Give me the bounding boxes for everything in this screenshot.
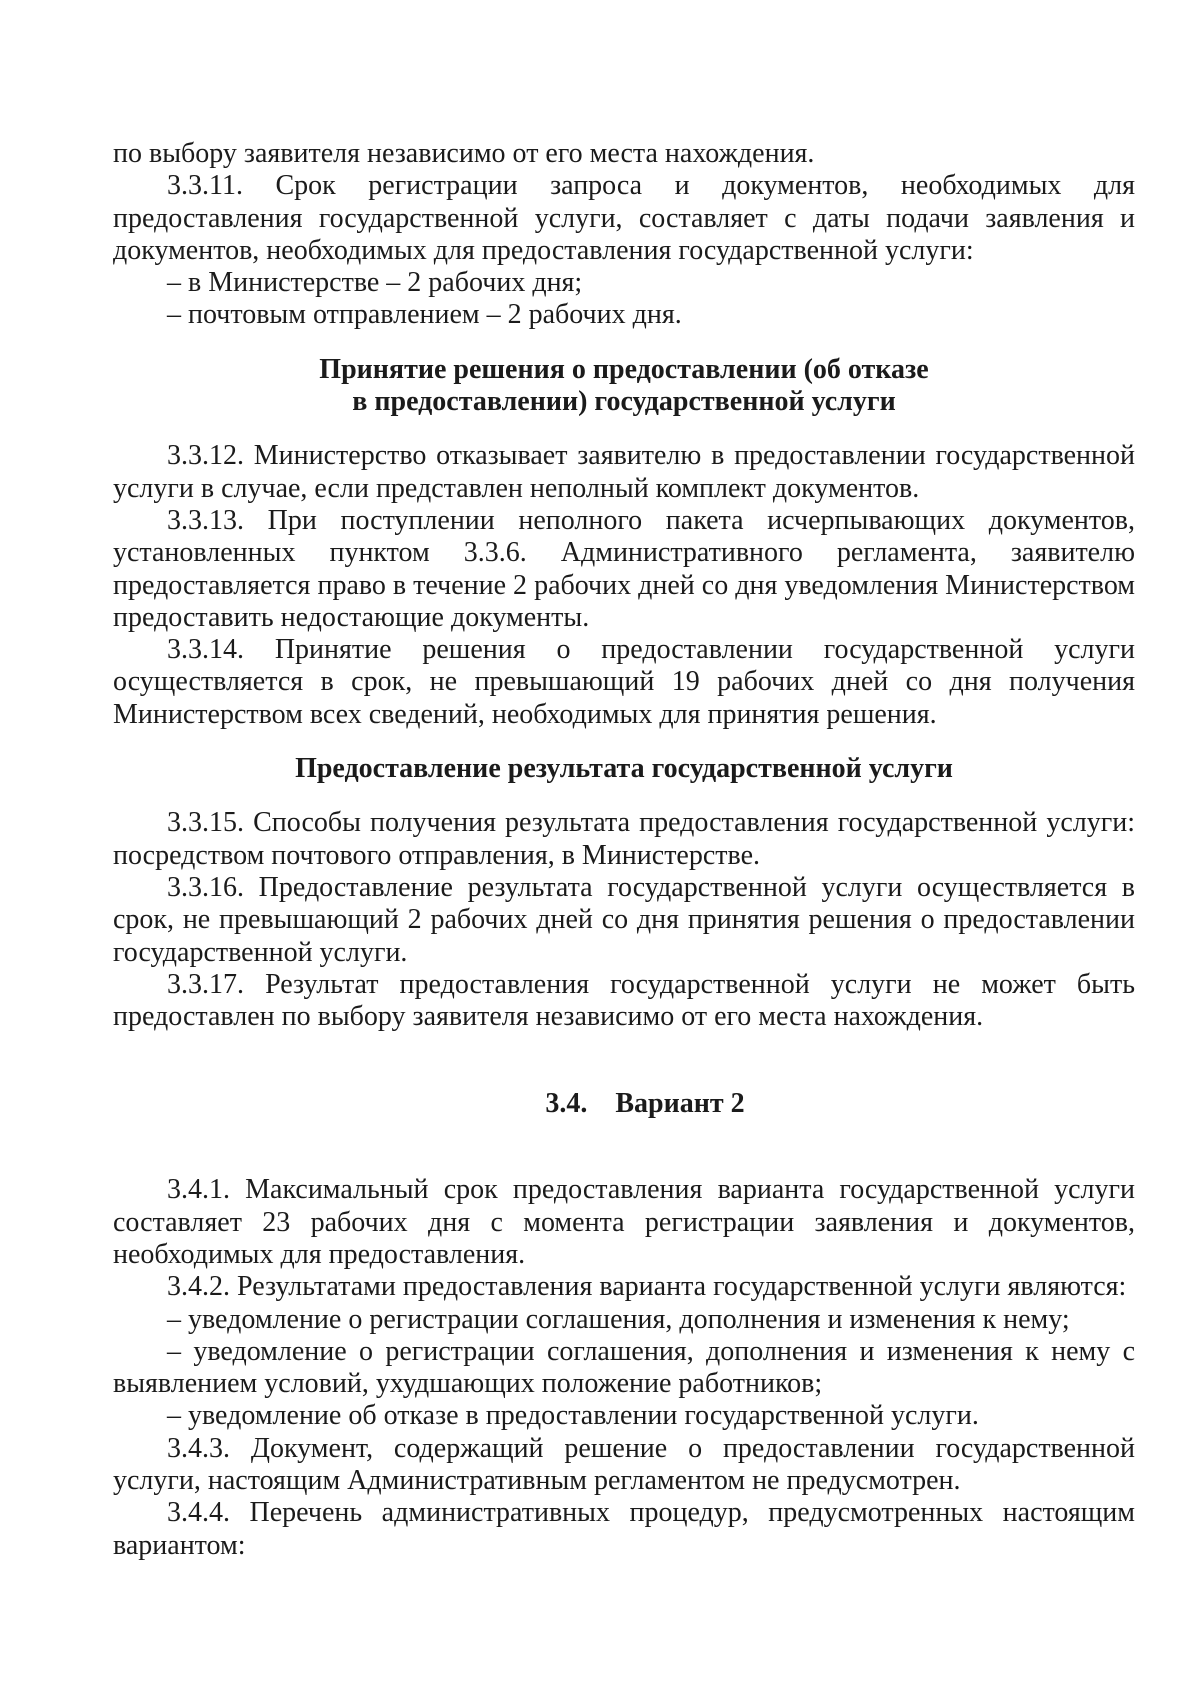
heading-line: Предоставление результата государственной услуги <box>295 753 953 785</box>
paragraph-3-4-1: 3.4.1. Максимальный срок предоставления варианта государственной услуги составляет 23 рабочих дня с момента регистрации заявления и документов, необходимых для предоставления. <box>113 1174 1135 1270</box>
paragraph-3-3-17: 3.3.17. Результат предоставления государственной услуги не может быть предоставлен по выбору заявителя независимо от его места нахождения. <box>113 968 1135 1033</box>
spacer <box>113 332 1135 354</box>
spacer <box>113 418 1135 440</box>
list-item: – уведомление об отказе в предоставлении государственной услуги. <box>167 1400 979 1432</box>
list-item: – уведомление о регистрации соглашения, дополнения и изменения к нему с выявлением условий, ухудшающих положение работников; <box>113 1335 1135 1400</box>
paragraph-3-4-3: 3.4.3. Документ, содержащий решение о предоставлении государственной услуги, настоящим Административным регламентом не предусмотрен. <box>113 1432 1135 1496</box>
paragraph-3-3-16: 3.3.16. Предоставление результата государственной услуги осуществляется в срок, не превышающий 2 рабочих дней со дня принятия решения о предоставлении государственной услуги. <box>113 871 1135 968</box>
section-heading <box>113 354 1135 419</box>
heading-line: 3.4. Вариант 2 <box>545 1087 745 1119</box>
paragraph-3-3-14: 3.3.14. Принятие решения о предоставлении государственной услуги осуществляется в срок, не превышающий 19 рабочих дней со дня получения Министерством всех сведений, необходимых для принятия решения. <box>113 634 1135 730</box>
spacer <box>113 785 1135 807</box>
paragraph-3-3-12: 3.3.12. Министерство отказывает заявителю в предоставлении государственной услуги в случае, если представлен неполный комплект документов. <box>113 440 1135 504</box>
paragraph-3-4-4: 3.4.4. Перечень административных процедур, предусмотренных настоящим вариантом: <box>113 1497 1135 1561</box>
paragraph-3-3-11: 3.3.11. Срок регистрации запроса и документов, необходимых для предоставления государственной услуги, составляет с даты подачи заявления и документов, необходимых для предоставления государственной услуги: <box>113 170 1135 266</box>
list-item: – в Министерстве – 2 рабочих дня; <box>167 267 583 299</box>
list-item: – уведомление о регистрации соглашения, дополнения и изменения к нему; <box>167 1303 1070 1335</box>
spacer <box>113 1033 1135 1055</box>
paragraph-3-3-13: 3.3.13. При поступлении неполного пакета исчерпывающих документов, установленных пунктом 3.3.6. Административного регламента, заявителю предоставляется право в течение 2 рабочих дней со дня уведомления Министерством предоставить недостающие документы. <box>113 504 1135 633</box>
heading-line: Принятие решения о предоставлении (об отказе <box>319 353 929 385</box>
document-body <box>113 138 1135 1562</box>
paragraph-3-3-15: 3.3.15. Способы получения результата предоставления государственной услуги: посредством почтового отправления, в Министерстве. <box>113 807 1135 871</box>
spacer <box>113 1152 1135 1174</box>
section-heading <box>113 753 1135 785</box>
paragraph: по выбору заявителя независимо от его места нахождения. <box>113 138 815 169</box>
paragraph-3-4-2: 3.4.2. Результатами предоставления варианта государственной услуги являются: <box>167 1271 1127 1303</box>
spacer <box>113 731 1135 753</box>
list-item: – почтовым отправлением – 2 рабочих дня. <box>167 299 682 331</box>
heading-line: в предоставлении) государственной услуги <box>352 386 896 418</box>
section-heading-3-4 <box>113 1055 1135 1152</box>
